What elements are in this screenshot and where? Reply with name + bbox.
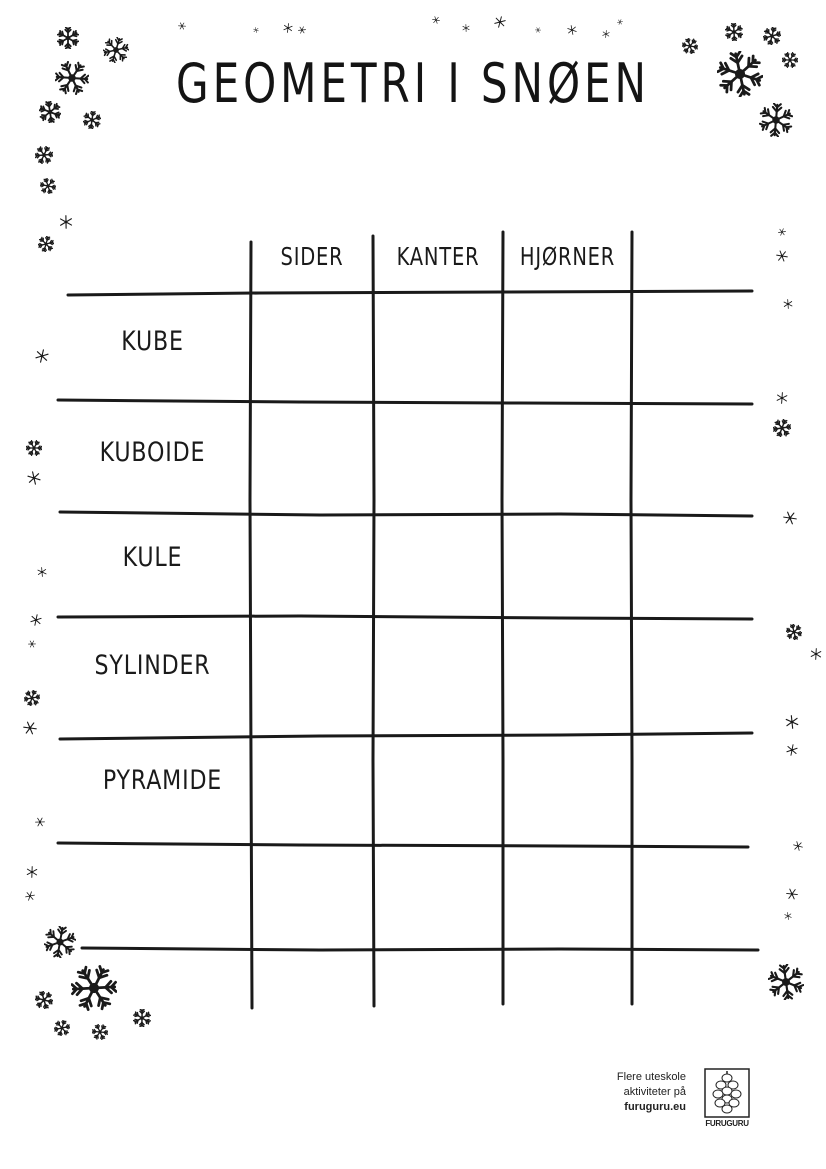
pinecone-icon xyxy=(704,1068,750,1118)
grid-line-h4 xyxy=(58,616,752,619)
col-header-kanter: KANTER xyxy=(396,242,480,271)
col-header-hjorner: HJØRNER xyxy=(519,242,616,271)
row-label-kule: KULE xyxy=(122,542,183,573)
grid-line-h7 xyxy=(82,948,758,950)
grid-line-h1 xyxy=(68,291,752,295)
footer-line2: aktiviteter på xyxy=(623,1086,686,1098)
grid-line-v3 xyxy=(502,232,503,1004)
footer-site-link[interactable]: furuguru.eu xyxy=(624,1101,686,1113)
footer-text xyxy=(560,1070,686,1115)
grid-line-v1 xyxy=(250,242,252,1008)
row-label-kuboide: KUBOIDE xyxy=(99,437,206,468)
row-label-pyramide: PYRAMIDE xyxy=(102,765,223,796)
grid-line-v4 xyxy=(631,232,632,1004)
col-header-sider: SIDER xyxy=(280,242,344,271)
grid-line-h6 xyxy=(58,843,748,847)
furuguru-logo xyxy=(704,1068,750,1128)
row-label-kube: KUBE xyxy=(121,326,184,357)
row-label-sylinder: SYLINDER xyxy=(94,650,211,681)
page-title: GEOMETRI I SNØEN xyxy=(176,52,650,115)
grid-line-v2 xyxy=(373,236,374,1006)
logo-text: FURUGURU xyxy=(705,1119,749,1128)
footer-line1: Flere uteskole xyxy=(616,1071,686,1083)
grid-line-h5 xyxy=(60,733,752,739)
grid-line-h2 xyxy=(58,400,752,404)
grid-line-h3 xyxy=(60,512,752,516)
